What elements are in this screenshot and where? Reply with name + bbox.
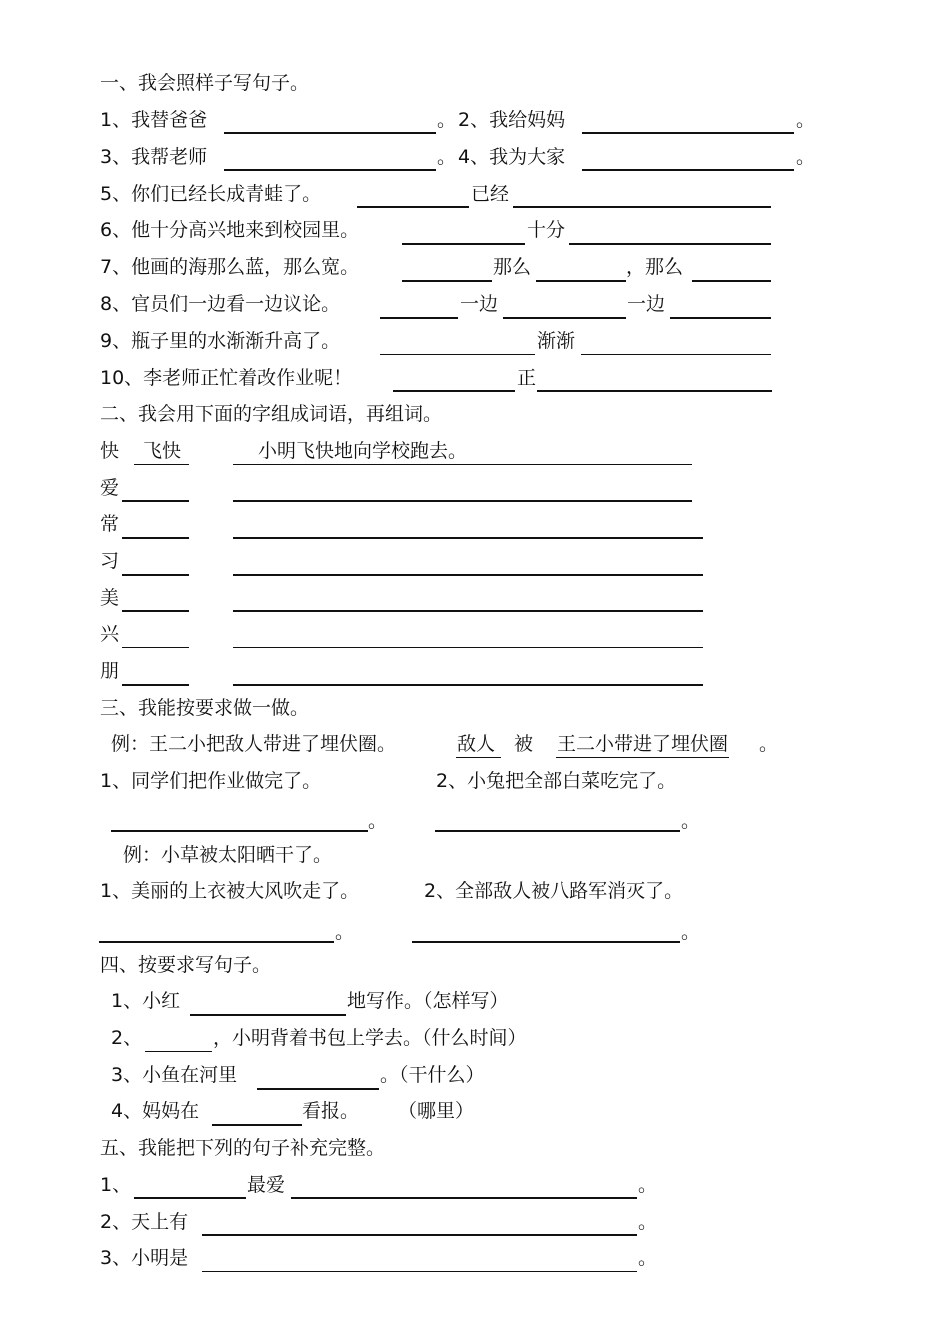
s5-q1-text-a: 1、 — [100, 1174, 132, 1196]
section-5-title: 五、我能把下列的句子补充完整。 — [100, 1137, 386, 1159]
s3-q3-period: 。 — [335, 921, 355, 943]
s2-char-2: 常 — [100, 513, 120, 535]
s1-q10-blank-1[interactable] — [393, 390, 515, 392]
s4-q4-text-a: 4、妈妈在 — [111, 1100, 200, 1122]
s2-example-sentence: 小明飞快地向学校跑去。 — [258, 440, 468, 462]
s1-q10-word: 正 — [517, 367, 537, 389]
s3-example-1: 例：王二小把敌人带进了埋伏圈。 — [111, 733, 397, 755]
s2-sentence-blank-3[interactable] — [233, 574, 703, 576]
s2-sentence-blank-1[interactable] — [233, 500, 692, 502]
s2-example-word: 飞快 — [143, 440, 182, 462]
s5-q2-end: 。 — [638, 1211, 658, 1233]
s3-q1-text: 1、同学们把作业做完了。 — [100, 770, 322, 792]
s5-q1-text-b: 最爱 — [247, 1174, 286, 1196]
s1-q9-blank-2[interactable] — [581, 354, 771, 355]
s1-q5-text: 5、你们已经长成青蛙了。 — [100, 183, 322, 205]
s1-q7-text: 7、他画的海那么蓝，那么宽。 — [100, 256, 360, 278]
s2-sentence-blank-2[interactable] — [233, 537, 703, 539]
s1-q8-blank-1[interactable] — [380, 317, 458, 319]
s3-q4-answer-blank[interactable] — [412, 941, 680, 943]
s2-sentence-blank-5[interactable] — [233, 647, 703, 648]
s3-q3-text: 1、美丽的上衣被大风吹走了。 — [100, 880, 360, 902]
s1-q5-blank-2[interactable] — [513, 206, 771, 208]
s4-q3-text-b: 。（干什么） — [380, 1064, 485, 1086]
s3-q3-answer-blank[interactable] — [99, 941, 334, 943]
s1-q7-blank-3[interactable] — [692, 280, 771, 282]
s4-q1-blank[interactable] — [190, 1014, 346, 1016]
s2-example-word-underline — [134, 464, 189, 465]
section-1-title: 一、我会照样子写句子。 — [100, 72, 310, 94]
s2-word-blank-6[interactable] — [122, 684, 189, 686]
s1-q4-blank[interactable] — [582, 169, 794, 171]
s1-q6-text: 6、他十分高兴地来到校园里。 — [100, 219, 360, 241]
s2-word-blank-3[interactable] — [122, 574, 189, 576]
s1-q10-text: 10、李老师正忙着改作业呢！ — [100, 367, 353, 389]
s3-q1-period: 。 — [368, 810, 388, 832]
s2-char-1: 爱 — [100, 477, 120, 499]
s1-q2-end: 。 — [796, 109, 816, 131]
s1-q8-blank-2[interactable] — [503, 317, 626, 319]
s4-q2-blank[interactable] — [145, 1051, 212, 1052]
s2-char-3: 习 — [100, 550, 120, 572]
s2-word-blank-5[interactable] — [122, 647, 189, 648]
s1-q3-text: 3、我帮老师 — [100, 146, 208, 168]
s1-q1-text: 1、我替爸爸 — [100, 109, 208, 131]
s4-q2-text-a: 2、 — [111, 1027, 143, 1049]
s2-char-5: 兴 — [100, 623, 120, 645]
s1-q1-end: 。 — [437, 109, 457, 131]
s1-q8-blank-3[interactable] — [670, 317, 771, 319]
section-4-title: 四、按要求写句子。 — [100, 954, 272, 976]
s5-q2-blank[interactable] — [202, 1234, 637, 1236]
s3-q2-answer-blank[interactable] — [435, 830, 680, 832]
s1-q1-blank[interactable] — [224, 132, 436, 134]
s3-example-1-c-underline — [556, 757, 729, 758]
s2-sentence-blank-6[interactable] — [233, 684, 703, 686]
s5-q1-end: 。 — [638, 1174, 658, 1196]
s1-q6-word: 十分 — [527, 219, 566, 241]
s4-q2-text-b: ，小明背着书包上学去。（什么时间） — [213, 1027, 527, 1049]
s2-example-sentence-underline — [233, 464, 692, 465]
s3-q4-period: 。 — [681, 921, 701, 943]
s3-q1-answer-blank[interactable] — [111, 830, 368, 832]
s1-q3-blank[interactable] — [224, 169, 436, 171]
s5-q3-blank[interactable] — [202, 1271, 637, 1272]
s4-q4-blank[interactable] — [212, 1124, 302, 1126]
s4-q4-text-c: （哪里） — [398, 1100, 475, 1122]
s1-q6-blank-1[interactable] — [402, 243, 525, 245]
s3-example-1-c: 王二小带进了埋伏圈 — [557, 733, 729, 755]
s1-q6-blank-2[interactable] — [569, 243, 771, 245]
s1-q2-text: 2、我给妈妈 — [458, 109, 566, 131]
s5-q2-text-a: 2、天上有 — [100, 1211, 189, 1233]
s1-q9-blank-1[interactable] — [380, 354, 535, 355]
s1-q4-text: 4、我为大家 — [458, 146, 566, 168]
s2-sentence-blank-4[interactable] — [233, 610, 703, 612]
s1-q5-blank-1[interactable] — [357, 206, 469, 208]
s1-q8-word-1: 一边 — [460, 293, 499, 315]
s2-char-4: 美 — [100, 587, 120, 609]
s4-q1-text-b: 地写作。（怎样写） — [347, 990, 509, 1012]
section-3-title: 三、我能按要求做一做。 — [100, 697, 310, 719]
s3-example-1-a-underline — [456, 757, 501, 758]
s4-q3-text-a: 3、小鱼在河里 — [111, 1064, 238, 1086]
s2-word-blank-2[interactable] — [122, 537, 189, 539]
s1-q9-text: 9、瓶子里的水渐渐升高了。 — [100, 330, 341, 352]
s1-q9-word: 渐渐 — [537, 330, 576, 352]
s4-q4-text-b: 看报。 — [302, 1100, 360, 1122]
s1-q4-end: 。 — [796, 146, 816, 168]
s2-word-blank-4[interactable] — [122, 610, 189, 612]
s1-q8-text: 8、官员们一边看一边议论。 — [100, 293, 341, 315]
s3-q2-period: 。 — [681, 810, 701, 832]
s5-q1-blank-1[interactable] — [134, 1197, 246, 1199]
s2-example-char: 快 — [100, 440, 120, 462]
s1-q7-blank-1[interactable] — [402, 280, 492, 282]
s1-q3-end: 。 — [437, 146, 457, 168]
s2-char-6: 朋 — [100, 660, 120, 682]
s4-q1-text-a: 1、小红 — [111, 990, 181, 1012]
s1-q10-blank-2[interactable] — [537, 390, 772, 392]
s3-q4-text: 2、全部敌人被八路军消灭了。 — [424, 880, 684, 902]
s1-q7-blank-2[interactable] — [536, 280, 626, 282]
s5-q1-blank-2[interactable] — [291, 1197, 637, 1199]
s1-q7-word-2: ，那么 — [626, 256, 684, 278]
s1-q8-word-2: 一边 — [627, 293, 666, 315]
s1-q7-word-1: 那么 — [493, 256, 532, 278]
s3-example-1-a: 敌人 — [457, 733, 496, 755]
s3-example-1-b: 被 — [514, 733, 534, 755]
s3-example-1-end: 。 — [759, 733, 779, 755]
s3-example-2: 例：小草被太阳晒干了。 — [123, 844, 333, 866]
s3-q2-text: 2、小兔把全部白菜吃完了。 — [436, 770, 677, 792]
s1-q2-blank[interactable] — [582, 132, 794, 134]
section-2-title: 二、我会用下面的字组成词语，再组词。 — [100, 403, 443, 425]
s4-q3-blank[interactable] — [257, 1088, 379, 1090]
s5-q3-end: 。 — [638, 1247, 658, 1269]
s2-word-blank-1[interactable] — [122, 500, 189, 502]
s1-q5-word: 已经 — [471, 183, 510, 205]
s5-q3-text-a: 3、小明是 — [100, 1247, 189, 1269]
